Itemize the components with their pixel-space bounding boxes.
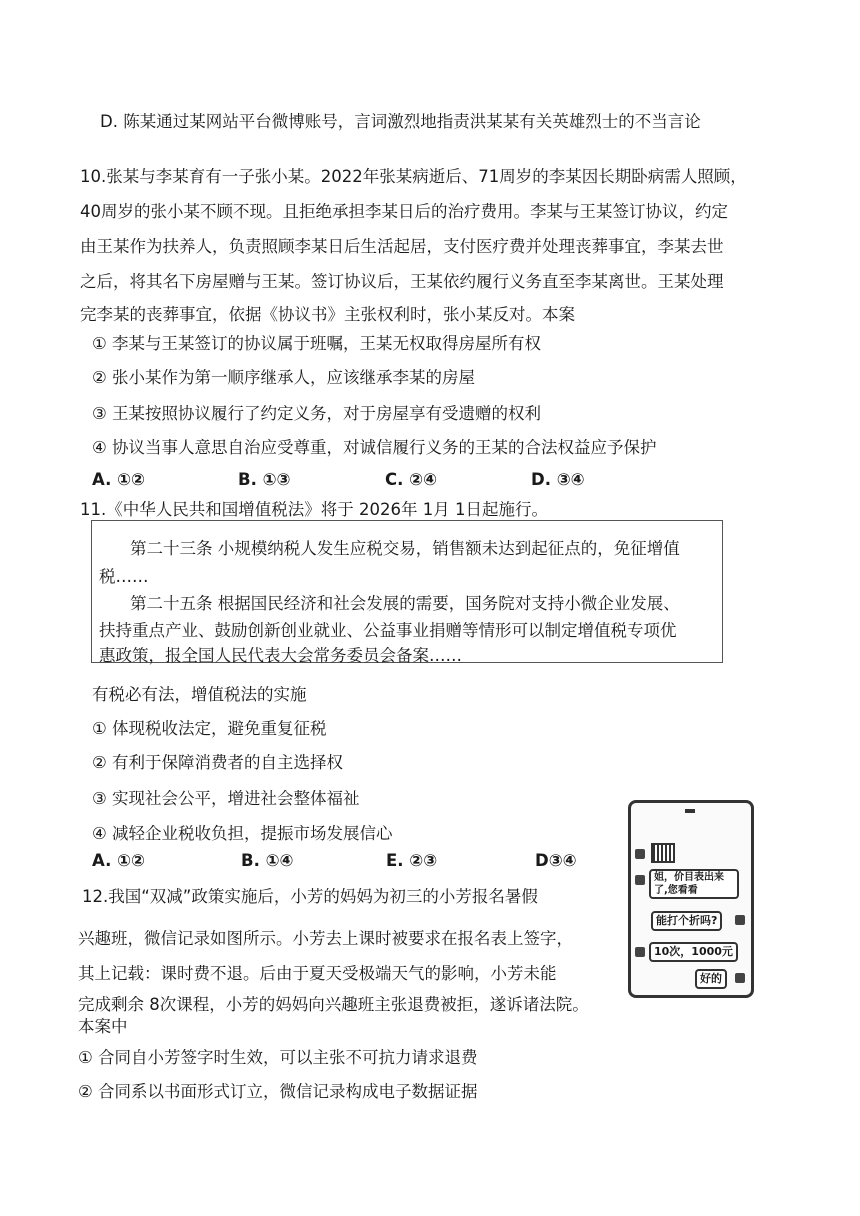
q11-law-excerpt-box bbox=[91, 520, 723, 663]
q10-item-4: ④ 协议当事人意思自治应受尊重，对诚信履行义务的王某的合法权益应予保护 bbox=[92, 438, 657, 457]
chat-message-3: 10次，1000元 bbox=[649, 942, 738, 962]
wechat-chat-illustration bbox=[628, 800, 754, 998]
q10-line-5: 完李某的丧葬事宜，依据《协议书》主张权利时，张小某反对。本案 bbox=[80, 305, 575, 324]
q12-line-1: 12.我国“双减”政策实施后，小芳的妈妈为初三的小芳报名暑假 bbox=[82, 887, 538, 906]
q11-title: 11.《中华人民共和国增值税法》将于 2026年 1月 1日起施行。 bbox=[80, 500, 548, 519]
q11-choice-b: B. ①④ bbox=[241, 851, 294, 870]
q11-item-4: ④ 减轻企业税收负担，提振市场发展信心 bbox=[92, 824, 393, 843]
q10-line-3: 由王某作为扶养人，负责照顾李某日后生活起居，支付医疗费并处理丧葬事宜，李某去世 bbox=[80, 237, 724, 256]
avatar bbox=[635, 875, 645, 885]
q9-option-d: D. 陈某通过某网站平台微博账号，言词激烈地指责洪某某有关英雄烈士的不当言论 bbox=[100, 112, 701, 131]
avatar bbox=[635, 849, 645, 859]
avatar bbox=[635, 947, 645, 957]
price-list-image-icon bbox=[651, 843, 675, 863]
q10-item-3: ③ 王某按照协议履行了约定义务，对于房屋享有受遗赠的权利 bbox=[92, 404, 542, 423]
q11-item-2: ② 有利于保障消费者的自主选择权 bbox=[92, 753, 344, 772]
avatar bbox=[735, 973, 745, 983]
q10-choice-d: D. ③④ bbox=[531, 470, 585, 489]
q11-box-line-5: 惠政策，报全国人民代表大会常务委员会备案…… bbox=[99, 646, 462, 665]
q12-line-3: 其上记载：课时费不退。后由于夏天受极端天气的影响，小芳未能 bbox=[78, 964, 557, 983]
q10-choice-a: A. ①② bbox=[92, 470, 146, 489]
q12-line-4: 完成剩余 8次课程，小芳的妈妈向兴趣班主张退费被拒，遂诉诸法院。 bbox=[78, 995, 589, 1014]
q11-box-line-3: 第二十五条 根据国民经济和社会发展的需要，国务院对支持小微企业发展、 bbox=[130, 594, 680, 613]
q11-item-1: ① 体现税收法定，避免重复征税 bbox=[92, 719, 327, 738]
q11-choice-c: E. ②③ bbox=[386, 851, 438, 870]
q10-item-1: ① 李某与王某签订的协议属于班嘱，王某无权取得房屋所有权 bbox=[92, 334, 542, 353]
q11-box-line-1: 第二十三条 小规模纳税人发生应税交易，销售额未达到起征点的，免征增值 bbox=[130, 539, 680, 558]
chat-message-2: 能打个折吗? bbox=[651, 911, 722, 931]
chat-message-4: 好的 bbox=[695, 969, 727, 989]
q11-choice-a: A. ①② bbox=[92, 851, 146, 870]
speaker-icon bbox=[685, 809, 695, 813]
q10-line-1: 10.张某与李某育有一子张小某。2022年张某病逝后、71周岁的李某因长期卧病需人照顾， bbox=[80, 167, 747, 186]
q12-item-1: ① 合同自小芳签字时生效，可以主张不可抗力请求退费 bbox=[78, 1048, 478, 1067]
q11-item-3: ③ 实现社会公平，增进社会整体福祉 bbox=[92, 789, 360, 808]
q11-box-line-4: 扶持重点产业、鼓励创新创业就业、公益事业捐赠等情形可以制定增值税专项优 bbox=[99, 621, 677, 640]
q10-line-4: 之后，将其名下房屋赠与王某。签订协议后，王某依约履行义务直至李某离世。王某处理 bbox=[80, 272, 724, 291]
q12-line-5: 本案中 bbox=[78, 1017, 128, 1036]
q10-choice-b: B. ①③ bbox=[238, 470, 291, 489]
q10-line-2: 40周岁的张小某不顾不现。且拒绝承担李某日后的治疗费用。李某与王某签订协议，约定 bbox=[80, 202, 728, 221]
q10-choice-c: C. ②④ bbox=[385, 470, 438, 489]
avatar bbox=[735, 915, 745, 925]
q11-choice-d: D③④ bbox=[535, 851, 577, 870]
q12-item-2: ② 合同系以书面形式订立，微信记录构成电子数据证据 bbox=[78, 1082, 478, 1101]
q11-box-line-2: 税…… bbox=[99, 567, 149, 586]
q11-stem: 有税必有法，增值税法的实施 bbox=[92, 685, 307, 704]
chat-message-1: 姐，价目表出来了,您看看 bbox=[649, 869, 739, 899]
q12-line-2: 兴趣班，微信记录如图所示。小芳去上课时被要求在报名表上签字， bbox=[78, 929, 573, 948]
q10-item-2: ② 张小某作为第一顺序继承人，应该继承李某的房屋 bbox=[92, 368, 476, 387]
